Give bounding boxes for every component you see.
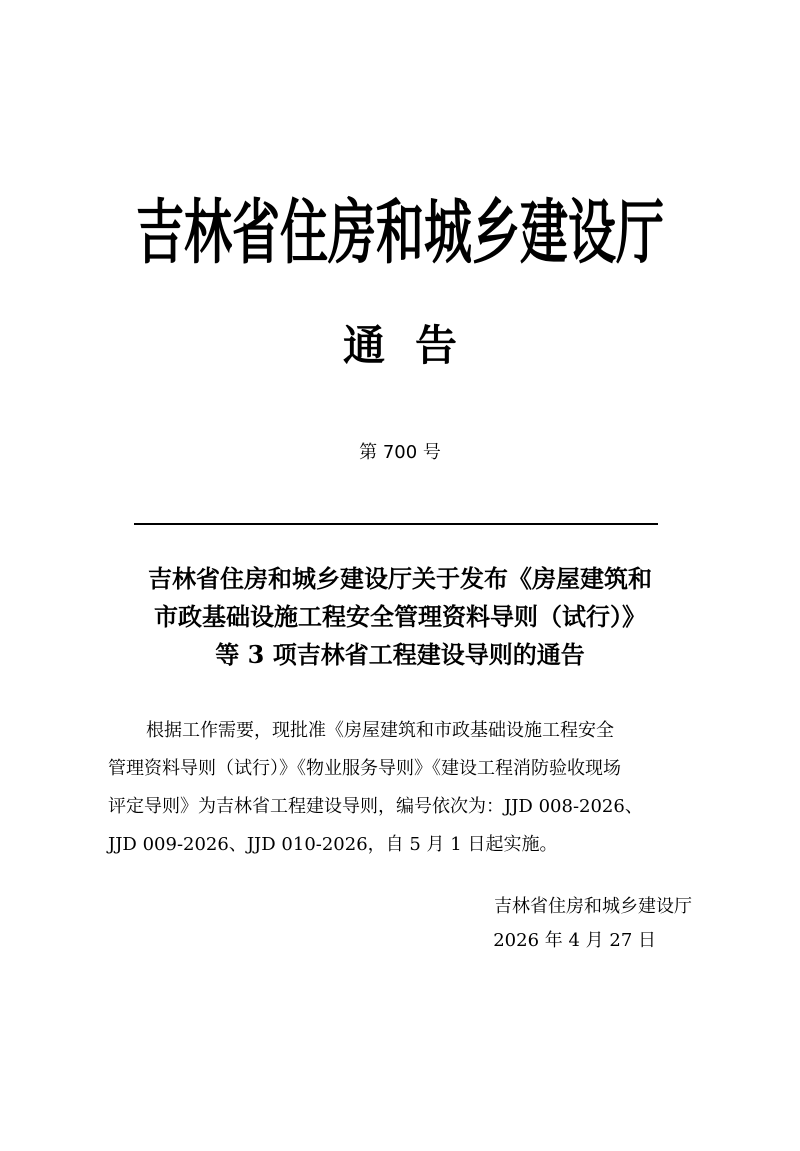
signature-organization: 吉林省住房和城乡建设厅: [494, 896, 692, 917]
signature-date: 2026 年 4 月 27 日: [493, 930, 656, 951]
header-divider: [134, 523, 658, 525]
document-number: 第 700 号: [359, 442, 441, 463]
body-line-1: 根据工作需要，现批准《房屋建筑和市政基础设施工程安全: [146, 720, 614, 741]
body-line-3: 评定导则》为吉林省工程建设导则，编号依次为：JJD 008-2026、: [108, 796, 643, 817]
title-line-3: 等 3 项吉林省工程建设导则的通告: [215, 640, 585, 669]
body-line-4: JJD 009-2026、JJD 010-2026，自 5 月 1 日起实施。: [108, 834, 558, 855]
title-line-2: 市政基础设施工程安全管理资料导则（试行）》: [154, 602, 646, 631]
body-line-2: 管理资料导则（试行）》《物业服务导则》《建设工程消防验收现场: [108, 758, 621, 779]
issuing-organization-header: 吉林省住房和城乡建设厅: [135, 192, 664, 274]
title-line-1: 吉林省住房和城乡建设厅关于发布《房屋建筑和: [148, 564, 652, 593]
body-paragraph: [108, 712, 692, 864]
document-type-heading: 通告: [342, 321, 487, 370]
document-title: [100, 560, 700, 674]
